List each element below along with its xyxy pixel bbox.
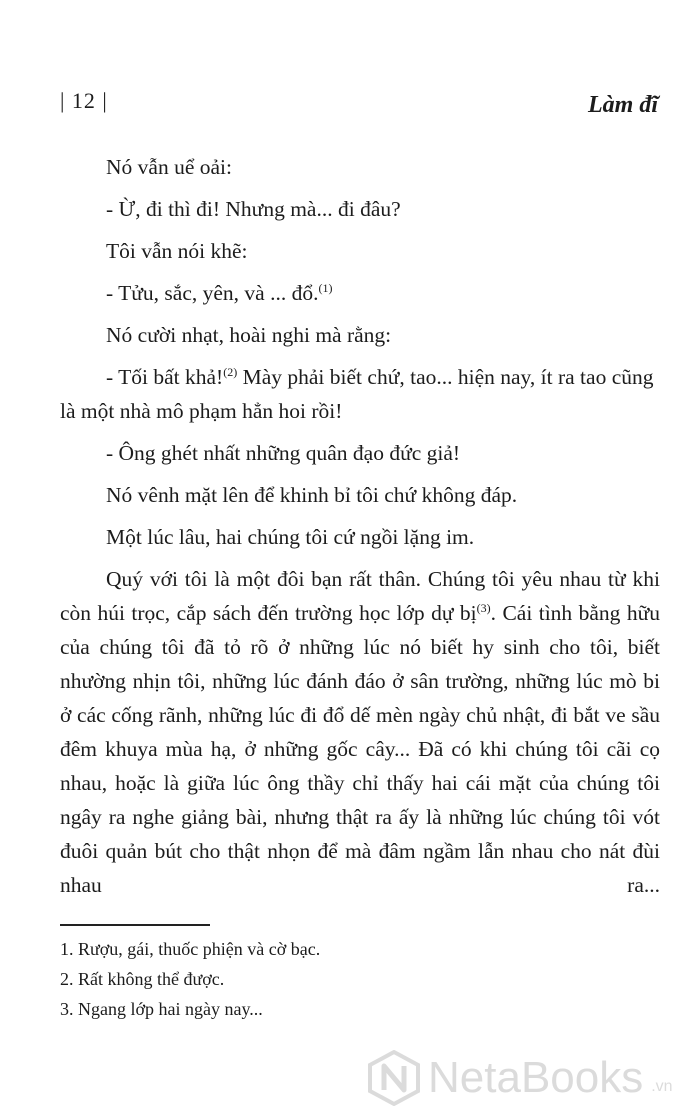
body-text	[60, 150, 660, 902]
page-number: | 12 |	[60, 88, 108, 113]
footnote: 3. Ngang lớp hai ngày nay...	[60, 999, 263, 1019]
paragraph: - Tối bất khả!$^{(2)}$ Mày phải biết chứ, tao... hiện nay, ít ra tao cũng là một nhà mô phạm hẳn hoi rồi!	[60, 365, 654, 423]
paragraph: Nó vênh mặt lên để khinh bỉ tôi chứ không đáp.	[106, 483, 518, 507]
footnote-ref: (2)	[223, 365, 238, 379]
watermark-brand: NetaBooks	[428, 1053, 644, 1102]
paragraph: - Ông ghét nhất những quân đạo đức giả!	[106, 441, 461, 465]
footnote-ref: (1)	[318, 281, 333, 295]
footnote: 2. Rất không thể được.	[60, 969, 225, 989]
footnote: 1. Rượu, gái, thuốc phiện và cờ bạc.	[60, 939, 321, 959]
paragraph: Quý với tôi là một đôi bạn rất thân. Chúng tôi yêu nhau từ khi còn húi trọc, cắp sách đến trường học lớp dự bị$^{(3)}$. Cái tình bằng hữu của chúng tôi đã tỏ rõ ở những lúc nó biết hy sinh cho tôi, biết nhường nhịn tôi, những lúc đánh đáo ở sân trường, những lúc mò bi ở các cống rãnh, những lúc đi đổ dế mèn ngày chủ nhật, đi bắt ve sầu đêm khuya mùa hạ, ở những gốc cây... Đã có khi chúng tôi cãi cọ nhau, hoặc là giữa lúc ông thầy chỉ thấy hai cái mặt của chúng tôi ngây ra nghe giảng bài, nhưng thật ra ấy là những lúc chúng tôi vót đuôi quản bút cho thật nhọn để mà đâm ngầm lẫn nhau cho nát đùi nhau ra...	[60, 567, 660, 897]
paragraph: - Tửu, sắc, yên, và ... đổ.$^{(1)}$	[106, 281, 333, 305]
footnote-ref: (3)	[476, 601, 491, 615]
paragraph: Nó vẫn uể oải:	[106, 155, 232, 179]
footnotes	[60, 934, 320, 1024]
watermark-suffix: .vn	[651, 1078, 673, 1095]
book-title: Làm đĩ	[588, 92, 658, 118]
paragraph: Nó cười nhạt, hoài nghi mà rằng:	[106, 323, 392, 347]
watermark	[368, 1050, 673, 1106]
paragraph: Tôi vẫn nói khẽ:	[106, 239, 248, 263]
paragraph: - Ừ, đi thì đi! Nhưng mà... đi đâu?	[106, 197, 401, 221]
paragraph: Một lúc lâu, hai chúng tôi cứ ngồi lặng im.	[106, 525, 475, 549]
footnote-divider	[60, 924, 210, 926]
netabooks-logo-icon	[368, 1050, 420, 1106]
